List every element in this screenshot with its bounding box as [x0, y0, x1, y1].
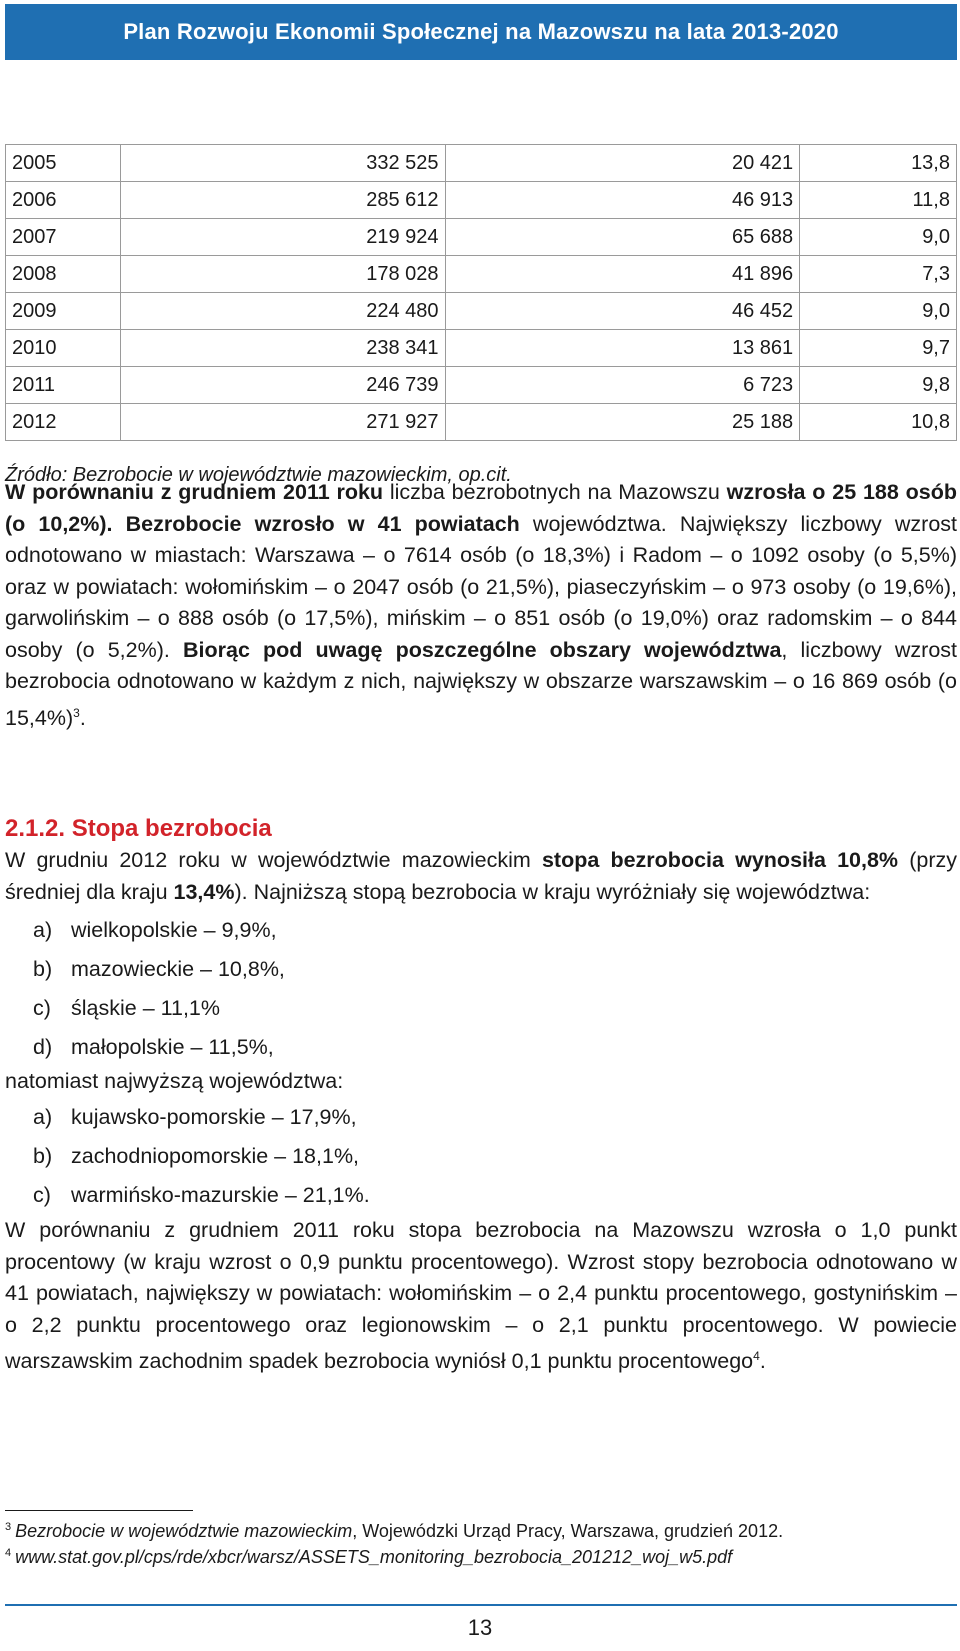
list-marker: c) [33, 1183, 51, 1207]
table-cell: 9,0 [800, 219, 957, 256]
list-item [5, 989, 285, 1028]
table-cell: 11,8 [800, 182, 957, 219]
p1-text-2: województwa. Największy liczbowy wzrost odnotowano w miastach: Warszawa – o 7614 osób (o 18,3%) i Radom – o 1092 osoby (o 5,5%) oraz w powiatach: wołomińskim – o 2047 osób (o 21,5%), piaseczyńskim – o 973 osoby (o 19,6%), garwolińskim – o 888 osób (o 17,5%), mińskim – o 851 osób (o 19,0%) oraz radomskim – o 844 osoby (o 5,2%). [5, 511, 957, 662]
p1-bold-1: W porównaniu z grudniem 2011 roku [5, 480, 384, 504]
paragraph-1 [5, 477, 957, 734]
table-cell: 246 739 [120, 367, 445, 404]
list-text: wielkopolskie – 9,9%, [71, 918, 277, 942]
p2-bold-2: 13,4% [173, 879, 235, 904]
list-item [5, 911, 285, 950]
footnote-4 [5, 1547, 732, 1568]
footnote-ref-3[interactable]: 3 [73, 705, 80, 720]
list-item [5, 1137, 370, 1176]
table-cell: 9,0 [800, 293, 957, 330]
table-cell: 6 723 [445, 367, 800, 404]
table-row [6, 145, 957, 182]
footnote-separator [5, 1510, 193, 1511]
table-cell: 219 924 [120, 219, 445, 256]
p1-bold-2: wzrosła o 25 188 osób (o 10,2%). Bezrobocie wzrosło w 41 powiatach [5, 480, 957, 536]
table-cell: 2012 [6, 404, 121, 441]
p3-end: . [759, 1349, 766, 1374]
table-cell: 13,8 [800, 145, 957, 182]
table-cell: 2009 [6, 293, 121, 330]
table-cell: 10,8 [800, 404, 957, 441]
p1-text-4: . [79, 705, 86, 730]
table-cell: 224 480 [120, 293, 445, 330]
table-cell: 20 421 [445, 145, 800, 182]
table-body [6, 145, 957, 441]
list-marker: d) [33, 1035, 53, 1059]
table-cell: 9,7 [800, 330, 957, 367]
list-text: śląskie – 11,1% [71, 996, 220, 1020]
p3-text: W porównaniu z grudniem 2011 roku stopa bezrobocia na Mazowszu wzrosła o 1,0 punkt procentowy (w kraju wzrost o 0,9 punktu procentowego). Wzrost stopy bezrobocia odnotowano w 41 powiatach, największy w powiatach: wołomińskim – o 2,4 punktu procentowego, gostynińskim – o 2,2 punktu procentowego oraz legionowskim – o 2,1 punktu procentowego. W powiecie warszawskim zachodnim spadek bezrobocia wyniósł 0,1 punktu procentowego [5, 1218, 957, 1374]
paragraph-2-visible [5, 845, 957, 908]
table-cell: 2006 [6, 182, 121, 219]
table-cell: 25 188 [445, 404, 800, 441]
table-cell: 271 927 [120, 404, 445, 441]
table-cell: 2011 [6, 367, 121, 404]
table-cell: 46 452 [445, 293, 800, 330]
list-text: mazowieckie – 10,8%, [71, 957, 285, 981]
p1-text-3: , liczbowy wzrost bezrobocia odnotowano w każdym z nich, największy w obszarze warszawskim – o 16 869 osób (o 15,4%) [5, 637, 957, 730]
page-header [5, 4, 957, 60]
table-row [6, 219, 957, 256]
page-number: 13 [467, 1615, 493, 1640]
table-row [6, 293, 957, 330]
list-marker: a) [33, 918, 53, 942]
table-row [6, 330, 957, 367]
list-item [5, 1176, 370, 1215]
table-row [6, 256, 957, 293]
footnote-3 [5, 1521, 783, 1542]
table-cell: 332 525 [120, 145, 445, 182]
list-marker: b) [33, 1144, 53, 1168]
footnote-4-link[interactable]: www.stat.gov.pl/cps/rde/xbcr/warsz/ASSETS_monitoring_bezrobocia_201212_woj_w5.pdf [15, 1547, 733, 1567]
table-cell: 13 861 [445, 330, 800, 367]
list-text: małopolskie – 11,5%, [71, 1035, 274, 1059]
p1-bold-3: Biorąc pod uwagę poszczególne obszary województwa [183, 637, 782, 662]
p1-text-1: liczba bezrobotnych na Mazowszu [383, 480, 727, 504]
p2-bold-1: stopa bezrobocia wynosiła 10,8% [541, 848, 899, 872]
footnote-4-number: 4 [5, 1547, 12, 1559]
table-cell: 9,8 [800, 367, 957, 404]
table-cell: 41 896 [445, 256, 800, 293]
list-text: warmińsko-mazurskie – 21,1%. [71, 1183, 370, 1207]
table-cell: 46 913 [445, 182, 800, 219]
table-cell: 2008 [6, 256, 121, 293]
lowest-rate-list [5, 911, 285, 1067]
table-cell: 2007 [6, 219, 121, 256]
table-cell: 7,3 [800, 256, 957, 293]
footnote-3-title: Bezrobocie w województwie mazowieckim [15, 1521, 353, 1541]
table-cell: 178 028 [120, 256, 445, 293]
table-row [6, 182, 957, 219]
table-cell: 285 612 [120, 182, 445, 219]
section-title: 2.1.2. Stopa bezrobocia [5, 815, 272, 842]
list-item [5, 950, 285, 989]
table-cell: 238 341 [120, 330, 445, 367]
list-marker: a) [33, 1105, 53, 1129]
list-text: kujawsko-pomorskie – 17,9%, [71, 1105, 357, 1129]
list-text: zachodniopomorskie – 18,1%, [71, 1144, 360, 1168]
list-item [5, 1098, 370, 1137]
header-title: Plan Rozwoju Ekonomii Społecznej na Mazowszu na lata 2013-2020 [123, 19, 839, 44]
p2-text-1: W grudniu 2012 roku w województwie mazowieckim [5, 848, 542, 872]
unemployment-table [5, 144, 957, 441]
table-cell: 2005 [6, 145, 121, 182]
paragraph-3 [5, 1215, 957, 1378]
footnote-3-text: , Wojewódzki Urząd Pracy, Warszawa, grudzień 2012. [352, 1521, 784, 1541]
table-cell: 65 688 [445, 219, 800, 256]
p2-text-2: (przy średniej dla kraju [5, 848, 957, 904]
table-row [6, 367, 957, 404]
table-source: Źródło: Bezrobocie w województwie mazowieckim, op.cit. [5, 464, 512, 486]
footnote-3-number: 3 [5, 1521, 12, 1533]
table-cell: 2010 [6, 330, 121, 367]
footnote-ref-4[interactable]: 4 [753, 1349, 760, 1363]
highest-intro: natomiast najwyższą województwa: [5, 1069, 344, 1093]
list-marker: b) [33, 957, 53, 981]
highest-rate-list [5, 1098, 370, 1215]
list-item [5, 1028, 285, 1067]
footer-rule [5, 1604, 957, 1606]
list-marker: c) [33, 996, 51, 1020]
table-row [6, 404, 957, 441]
p2-text-3: ). Najniższą stopą bezrobocia w kraju wyróżniały się województwa: [234, 879, 871, 904]
